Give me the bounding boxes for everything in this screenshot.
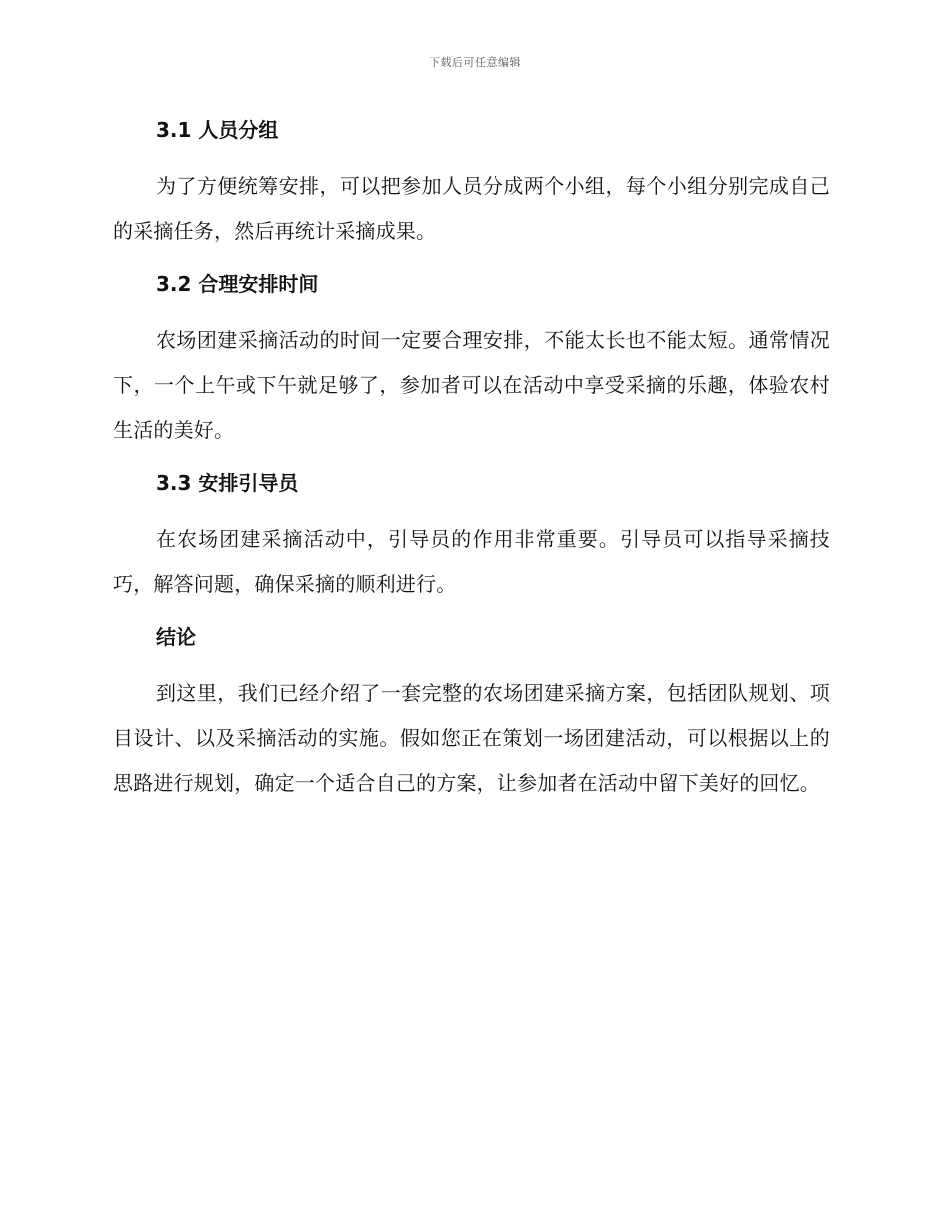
section-paragraph-conclusion: 到这里，我们已经介绍了一套完整的农场团建采摘方案，包括团队规划、项目设计、以及采摘活动的实施。假如您正在策划一场团建活动，可以根据以上的思路进行规划，确定一个适合自己的方案，让参加者在活动中留下美好的回忆。: [113, 681, 830, 795]
section-heading-conclusion: 结论: [156, 625, 196, 649]
section-paragraph-3-2: 农场团建采摘活动的时间一定要合理安排，不能太长也不能太短。通常情况下，一个上午或下午就足够了，参加者可以在活动中享受采摘的乐趣，体验农村生活的美好。: [113, 328, 830, 442]
section-heading-3-3: 3.3 安排引导员: [156, 471, 299, 495]
section-paragraph-3-1: 为了方便统筹安排，可以把参加人员分成两个小组，每个小组分别完成自己的采摘任务，然后再统计采摘成果。: [113, 174, 830, 243]
page-header-note: 下载后可任意编辑: [429, 56, 521, 69]
section-heading-3-1: 3.1 人员分组: [156, 118, 279, 142]
document-body: [113, 112, 830, 806]
section-paragraph-3-3: 在农场团建采摘活动中，引导员的作用非常重要。引导员可以指导采摘技巧，解答问题，确保采摘的顺利进行。: [113, 527, 830, 596]
section-heading-3-2: 3.2 合理安排时间: [156, 272, 319, 296]
